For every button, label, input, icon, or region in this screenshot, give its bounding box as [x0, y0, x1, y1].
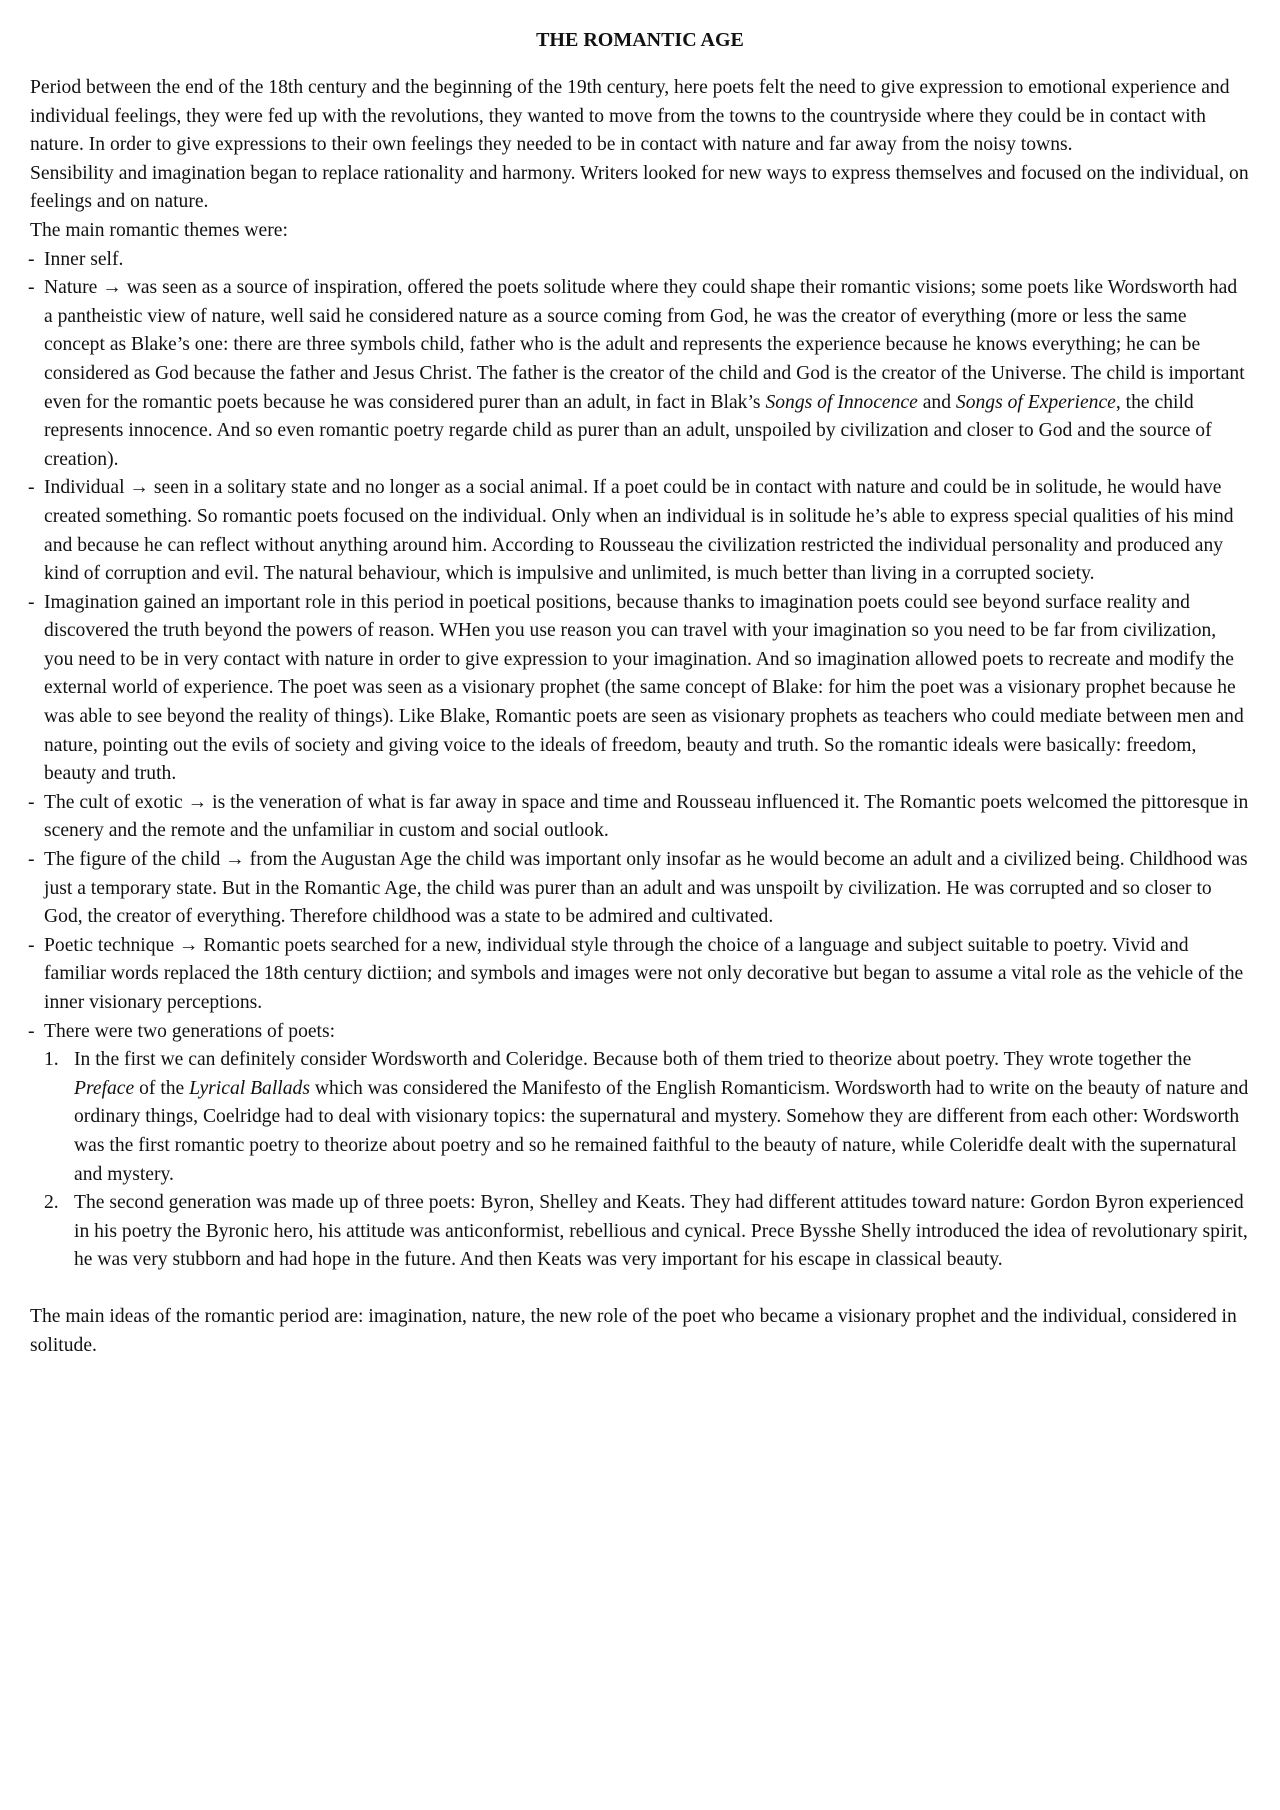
- songs-of-experience-title: Songs of Experience: [955, 391, 1116, 413]
- first-generation-item: [44, 1046, 1250, 1189]
- theme-individual: - Individual → seen in a solitary state and no longer as a social animal. If a poet could be in contact with nature and could be in solitude, he would have created something. So romantic poets focused on the individual. Only when an individual is in solitude he’s able to express special qualities of his mind and because he can reflect without anything around him. According to Rousseau the civilization restricted the individual personality and produced any kind of corruption and evil. The natural behaviour, which is impulsive and unlimited, is much better than living in a corrupted society.: [30, 474, 1250, 588]
- sensibility-paragraph: Sensibility and imagination began to replace rationality and harmony. Writers looked for new ways to express themselves and focused on the individual, on feelings and on nature.: [30, 162, 1249, 213]
- theme-poetic-technique: - Poetic technique → Romantic poets searched for a new, individual style through the choice of a language and subject suitable to poetry. Vivid and familiar words replaced the 18th century dictiion; and symbols and images were not only decorative but began to assume a vital role as the vehicle of the inner visionary perceptions.: [30, 932, 1250, 1018]
- second-generation-text: The second generation was made up of three poets: Byron, Shelley and Keats. They had different attitudes toward nature: Gordon Byron experienced in his poetry the Byronic hero, his attitude was anticonformist, rebellious and cynical. Prece Bysshe Shelly introduced the idea of revolutionary spirit, he was very stubborn and had hope in the future. And then Keats was very important for his escape in classical beauty.: [74, 1192, 1248, 1271]
- list-number: 2.: [44, 1192, 59, 1214]
- intro-paragraph: Period between the end of the 18th century and the beginning of the 19th century, here poets felt the need to give expression to emotional experience and individual feelings, they were fed up with the revolutions, they wanted to move from the towns to the countryside where they could be in contact with nature. In order to give expressions to their own feelings they needed to be in contact with nature and far away from the noisy towns.: [30, 77, 1230, 156]
- theme-generations: [30, 1018, 1250, 1047]
- themes-list: [30, 246, 1250, 1047]
- first-generation-text-2: of the: [134, 1077, 190, 1099]
- page-title: THE ROMANTIC AGE: [536, 29, 744, 51]
- first-generation-text-1: In the first we can definitely consider Wordsworth and Coleridge. Because both of them tried to theorize about poetry. They wrote together the: [74, 1049, 1192, 1071]
- closing-paragraph: The main ideas of the romantic period are: imagination, nature, the new role of the poet who became a visionary prophet and the individual, considered in solitude.: [30, 1305, 1237, 1356]
- theme-inner-self: - Inner self.: [30, 246, 1250, 275]
- preface-title: Preface: [74, 1077, 135, 1099]
- list-number: 1.: [44, 1049, 59, 1071]
- theme-nature: [30, 274, 1250, 474]
- theme-exotic: - The cult of exotic → is the veneration of what is far away in space and time and Rousseau influenced it. The Romantic poets welcomed the pittoresque in scenery and the remote and the unfamiliar in custom and social outlook.: [30, 789, 1250, 846]
- themes-intro: The main romantic themes were:: [30, 219, 288, 241]
- nature-text-2: and: [917, 391, 956, 413]
- nature-text-1: Nature → was seen as a source of inspiration, offered the poets solitude where they could shape their romantic visions; some poets like Wordsworth had a pantheistic view of nature, well said he considered nature as a source coming from God, he was the creator of everything (more or less the same concept as Blake’s one: there are three symbols child, father who is the adult and represents the experience because he knows everything; he can be considered as God because the father and Jesus Christ. The father is the creator of the child and God is the creator of the Universe. The child is important even for the romantic poets because he was considered purer than an adult, in fact in Blak’s: [44, 277, 1245, 413]
- theme-imagination: - Imagination gained an important role in this period in poetical positions, because thanks to imagination poets could see beyond surface reality and discovered the truth beyond the powers of reason. WHen you use reason you can travel with your imagination so you need to be far from civilization, you need to be in very contact with nature in order to give expression to your imagination. And so imagination allowed poets to recreate and modify the external world of experience. The poet was seen as a visionary prophet (the same concept of Blake: for him the poet was a visionary prophet because he was able to see beyond the reality of things). Like Blake, Romantic poets are seen as visionary prophets as teachers who could mediate between men and nature, pointing out the evils of society and giving voice to the ideals of freedom, beauty and truth. So the romantic ideals were basically: freedom, beauty and truth.: [30, 589, 1250, 789]
- nature-text-3: , the child represents innocence. And so even romantic poetry regarde child as purer than an adult, unspoiled by civilization and closer to God and the source of creation).: [44, 391, 1212, 470]
- songs-of-innocence-title: Songs of Innocence: [765, 391, 918, 413]
- lyrical-ballads-title: Lyrical Ballads: [189, 1077, 310, 1099]
- generations-list: [30, 1046, 1250, 1275]
- document-page: [30, 26, 1250, 1360]
- generations-intro: There were two generations of poets:: [44, 1020, 336, 1042]
- theme-child: - The figure of the child → from the Augustan Age the child was important only insofar as he would become an adult and a civilized being. Childhood was just a temporary state. But in the Romantic Age, the child was purer than an adult and was unspoilt by civilization. He was corrupted and so closer to God, the creator of everything. Therefore childhood was a state to be admired and cultivated.: [30, 846, 1250, 932]
- second-generation-item: [44, 1189, 1250, 1275]
- first-generation-text-3: which was considered the Manifesto of the English Romanticism. Wordsworth had to write on the beauty of nature and ordinary things, Coelridge had to deal with visionary topics: the supernatural and mystery. Somehow they are different from each other: Wordsworth was the first romantic poetry to theorize about poetry and so he remained faithful to the beauty of nature, while Coleridfe dealt with the supernatural and mystery.: [74, 1077, 1249, 1185]
